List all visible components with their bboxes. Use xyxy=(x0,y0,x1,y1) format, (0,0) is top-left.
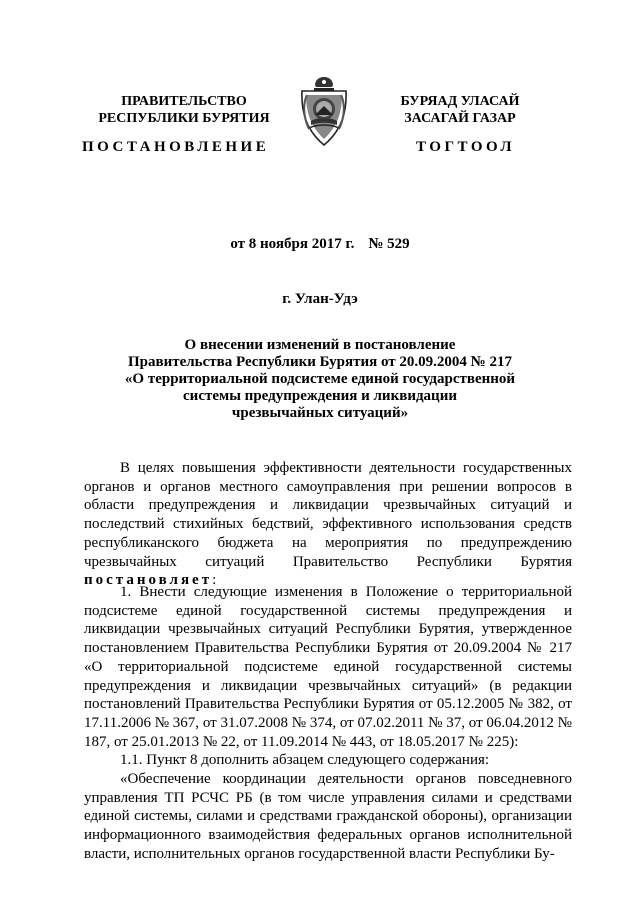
date-number-line xyxy=(0,236,640,253)
title-line-3: «О территориальной подсистеме единой государственной xyxy=(124,371,516,387)
document-date: от 8 ноября 2017 г. xyxy=(230,236,355,252)
coat-of-arms-icon xyxy=(297,73,351,153)
document-number: № 529 xyxy=(368,236,410,252)
document-type-buryat: ТОГТООЛ xyxy=(416,139,516,155)
document-title xyxy=(100,337,540,422)
document-type-russian: ПОСТАНОВЛЕНИЕ xyxy=(82,139,270,155)
government-header-buryat-line-1: БУРЯАД УЛАСАЙ xyxy=(400,94,520,109)
item-1-1: 1.1. Пункт 8 дополнить абзацем следующего содержания: xyxy=(120,752,490,769)
government-header-line-2: РЕСПУБЛИКИ БУРЯТИЯ xyxy=(98,111,270,126)
government-header xyxy=(86,93,282,127)
title-line-2: Правительства Республики Бурятия от 20.09.2004 № 217 xyxy=(127,354,512,370)
quoted-amendment: «Обеспечение координации деятельности органов повседневного управления ТП РСЧС РБ (в том числе управления силами и средствами единой системы, силами и средствами гражданской обороны), организации информационного взаимодействия федеральных органов исполнительной власти, исполнительных органов государственной власти Республики Бу- xyxy=(84,771,572,862)
government-header-buryat-line-2: ЗАСАГАЙ ГАЗАР xyxy=(404,111,516,126)
preamble-paragraph xyxy=(84,459,572,590)
preamble-text: В целях повышения эффективности деятельности государственных органов и органов местного самоуправления при решении вопросов в области предупреждения и ликвидации чрезвычайных ситуаций и последствий стихийных бедствий, эффективного использования средств республиканского бюджета на мероприятия по предупреждению чрезвычайных ситуаций Правительство Республики Бурятия xyxy=(84,460,572,570)
title-line-4: системы предупреждения и ликвидации xyxy=(183,388,457,404)
title-line-5: чрезвычайных ситуаций» xyxy=(231,405,409,421)
item-1: 1. Внести следующие изменения в Положение о территориальной подсистеме единой государственной системы предупреждения и ликвидации чрезвычайных ситуаций Республики Бурятия, утвержденное постановлением Правительства Республики Бурятия от 20.09.2004 № 217 «О территориальной подсистеме единой государственной системы предупреждения и ликвидации чрезвычайных ситуаций» (в редакции постановлений Правительства Республики Бурятия от 05.12.2005 № 382, от 17.11.2006 № 367, от 31.07.2008 № 374, от 07.02.2011 № 37, от 06.04.2012 № 187, от 25.01.2013 № 22, от 11.09.2014 № 443, от 18.05.2017 № 225): xyxy=(84,584,572,750)
government-header-buryat xyxy=(362,93,558,127)
government-header-line-1: ПРАВИТЕЛЬСТВО xyxy=(121,94,247,109)
title-line-1: О внесении изменений в постановление xyxy=(184,337,456,353)
operative-part xyxy=(84,583,572,864)
city: г. Улан-Удэ xyxy=(282,291,358,307)
decree-word: постановляет xyxy=(84,572,213,589)
preamble-end: : xyxy=(212,572,217,589)
